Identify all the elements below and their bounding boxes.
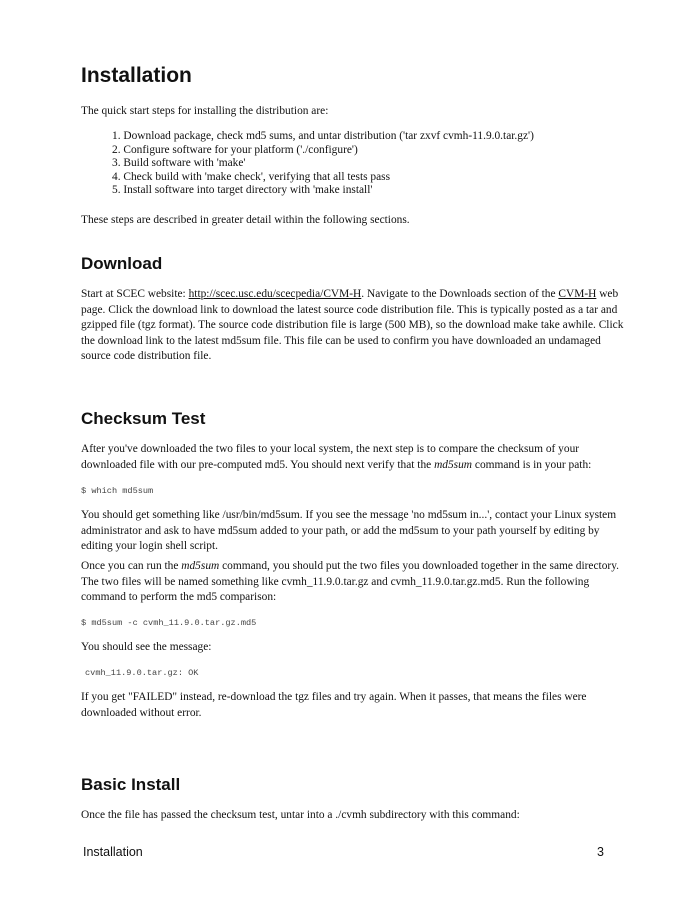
scec-website-link[interactable]: http://scec.usc.edu/scecpedia/CVM-H	[188, 288, 362, 300]
footer-page-number: 3	[597, 845, 604, 859]
steps-outro-paragraph: These steps are described in greater detail within the following sections.	[81, 214, 410, 226]
basic-install-paragraph: Once the file has passed the checksum test, untar into a ./cvmh subdirectory with this command:	[81, 809, 520, 821]
code-ok-message: cvmh_11.9.0.tar.gz: OK	[85, 668, 199, 678]
code-which-md5sum: $ which md5sum	[81, 486, 154, 496]
checksum-text-c: Once you can run the	[81, 560, 182, 572]
md5sum-emphasis: md5sum	[181, 560, 220, 572]
section-heading-checksum-test: Checksum Test	[81, 409, 206, 428]
checksum-paragraph-1	[81, 442, 626, 473]
download-paragraph	[81, 287, 626, 365]
checksum-text-d: command, you should put the two files you downloaded together in the same directory. The two files will be named something like cvmh_11.9.0.tar.gz and cvmh_11.9.0.tar.gz.md5. Run the following command to perform the md5 comparison:	[81, 560, 619, 603]
quick-start-steps-list	[112, 130, 534, 198]
code-md5sum-check: $ md5sum -c cvmh_11.9.0.tar.gz.md5	[81, 618, 257, 628]
footer-section-title: Installation	[83, 845, 143, 859]
section-heading-basic-install: Basic Install	[81, 775, 181, 794]
cvmh-link[interactable]: CVM-H	[558, 288, 597, 300]
download-text-b: . Navigate to the Downloads section of the	[361, 288, 559, 300]
download-text-c: web page. Click the download link to download the latest source code distribution file. This is typically posted as a tar and gzipped file (tgz format). The source code distribution file is large (500 MB), so the download make take awhile. Click the download link to the latest md5sum file. This file can be used to confirm you have downloaded an undamaged source code distribution file.	[81, 288, 624, 362]
checksum-paragraph-3	[81, 559, 626, 606]
download-text-a: Start at SCEC website:	[81, 288, 189, 300]
intro-paragraph: The quick start steps for installing the distribution are:	[81, 105, 329, 117]
md5sum-emphasis: md5sum	[434, 458, 473, 471]
checksum-paragraph-2: You should get something like /usr/bin/md5sum. If you see the message 'no md5sum in...', contact your Linux system administrator and ask to have md5sum added to your path, or add the md5sum to your path yourself by editing by editing your login shell script.	[81, 509, 617, 552]
checksum-paragraph-4: You should see the message:	[81, 641, 212, 653]
list-item: 3. Build software with 'make'	[112, 157, 246, 170]
page-title: Installation	[81, 64, 192, 87]
checksum-text-a: After you've downloaded the two files to your local system, the next step is to compare the checksum of your downloaded file with our pre-computed md5. You should next verify that the	[81, 443, 580, 471]
section-heading-download: Download	[81, 254, 163, 273]
list-item: 2. Configure software for your platform ('./configure')	[112, 143, 358, 156]
list-item: 1. Download package, check md5 sums, and untar distribution ('tar zxvf cvmh-11.9.0.tar.gz')	[112, 130, 534, 142]
list-item: 5. Install software into target directory with 'make install'	[112, 184, 373, 197]
list-item: 4. Check build with 'make check', verifying that all tests pass	[112, 170, 391, 183]
checksum-paragraph-5: If you get "FAILED" instead, re-download the tgz files and try again. When it passes, that means the files were downloaded without error.	[81, 691, 587, 719]
checksum-text-b: command is in your path:	[472, 458, 592, 471]
